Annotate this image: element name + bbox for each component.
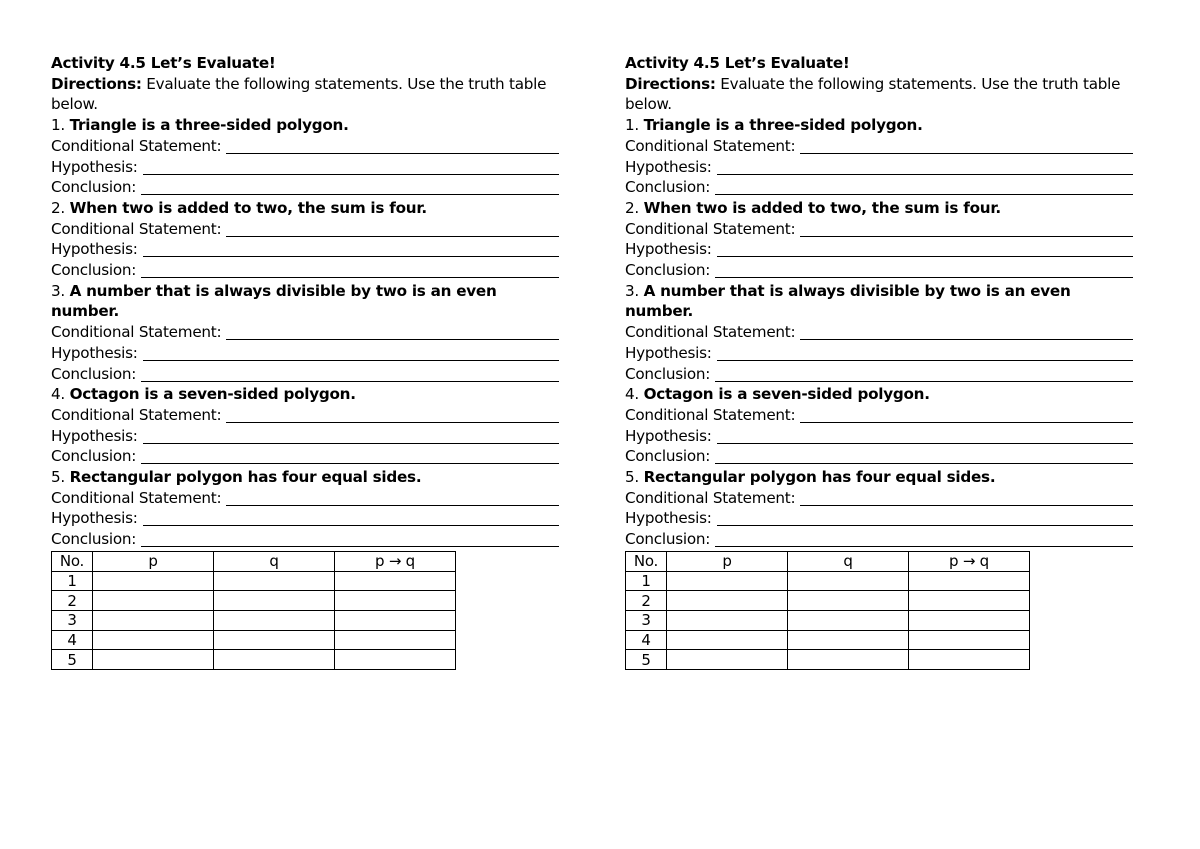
- cell-p[interactable]: [93, 610, 214, 630]
- row-number: 4: [52, 630, 93, 650]
- cell-implication[interactable]: [335, 630, 456, 650]
- header-p: p: [93, 551, 214, 571]
- directions-text: Evaluate the following statements. Use the truth table below.: [625, 74, 1121, 114]
- hypothesis-label: Hypothesis:: [625, 426, 712, 445]
- conditional-label: Conditional Statement:: [625, 136, 796, 155]
- truth-table: [51, 551, 456, 670]
- conclusion-field[interactable]: [625, 177, 1133, 198]
- conclusion-field[interactable]: [625, 364, 1133, 385]
- conditional-field[interactable]: [625, 322, 1133, 343]
- answer-blank[interactable]: [143, 360, 559, 361]
- header-no: No.: [626, 551, 667, 571]
- cell-implication[interactable]: [909, 610, 1030, 630]
- hypothesis-label: Hypothesis:: [625, 343, 712, 362]
- answer-blank[interactable]: [141, 463, 559, 464]
- worksheet-right: [625, 53, 1133, 670]
- table-row: [52, 630, 456, 650]
- answer-blank[interactable]: [143, 174, 559, 175]
- conclusion-label: Conclusion:: [51, 530, 137, 549]
- row-number: 4: [626, 630, 667, 650]
- hypothesis-field[interactable]: [51, 239, 559, 260]
- row-number: 5: [626, 650, 667, 670]
- hypothesis-label: Hypothesis:: [625, 240, 712, 259]
- item-number: 1.: [625, 116, 639, 135]
- hypothesis-field[interactable]: [625, 508, 1133, 529]
- conclusion-label: Conclusion:: [51, 364, 137, 383]
- item-statement: Octagon is a seven-sided polygon.: [643, 385, 930, 404]
- table-row: [52, 571, 456, 591]
- answer-blank[interactable]: [800, 339, 1133, 340]
- table-row: [626, 630, 1030, 650]
- directions: [51, 74, 559, 115]
- item-3: [625, 281, 1133, 385]
- answer-blank[interactable]: [800, 236, 1133, 237]
- item-number: 5.: [625, 468, 639, 487]
- answer-blank[interactable]: [800, 153, 1133, 154]
- item-number: 2.: [51, 198, 65, 217]
- directions-text: Evaluate the following statements. Use the truth table below.: [51, 74, 547, 114]
- answer-blank[interactable]: [226, 339, 559, 340]
- conclusion-label: Conclusion:: [625, 447, 711, 466]
- conclusion-field[interactable]: [625, 446, 1133, 467]
- conditional-field[interactable]: [51, 136, 559, 157]
- item-statement: Rectangular polygon has four equal sides.: [69, 468, 422, 487]
- conclusion-field[interactable]: [51, 446, 559, 467]
- conditional-field[interactable]: [625, 136, 1133, 157]
- item-number: 2.: [625, 198, 639, 217]
- header-p: p: [667, 551, 788, 571]
- table-row: [626, 610, 1030, 630]
- item-1: [51, 115, 559, 198]
- cell-q[interactable]: [214, 610, 335, 630]
- row-number: 3: [626, 610, 667, 630]
- cell-implication[interactable]: [335, 591, 456, 611]
- cell-p[interactable]: [667, 630, 788, 650]
- answer-blank[interactable]: [141, 277, 559, 278]
- cell-q[interactable]: [214, 650, 335, 670]
- conclusion-field[interactable]: [51, 364, 559, 385]
- cell-p[interactable]: [93, 630, 214, 650]
- row-number: 2: [626, 591, 667, 611]
- conditional-field[interactable]: [625, 219, 1133, 240]
- item-number: 4.: [625, 385, 639, 404]
- table-row: [52, 591, 456, 611]
- row-number: 1: [52, 571, 93, 591]
- answer-blank[interactable]: [717, 443, 1133, 444]
- header-implication: p → q: [335, 551, 456, 571]
- answer-blank[interactable]: [715, 277, 1133, 278]
- item-number: 4.: [51, 385, 65, 404]
- item-3: [51, 281, 559, 385]
- table-row: [52, 610, 456, 630]
- conclusion-field[interactable]: [51, 529, 559, 550]
- truth-table: [625, 551, 1030, 670]
- answer-blank[interactable]: [143, 256, 559, 257]
- answer-blank[interactable]: [143, 525, 559, 526]
- directions: [625, 74, 1133, 115]
- conditional-label: Conditional Statement:: [51, 488, 222, 507]
- item-number: 3.: [625, 281, 639, 300]
- cell-q[interactable]: [214, 571, 335, 591]
- header-q: q: [788, 551, 909, 571]
- cell-implication[interactable]: [909, 591, 1030, 611]
- item-number: 5.: [51, 468, 65, 487]
- answer-blank[interactable]: [717, 360, 1133, 361]
- conditional-field[interactable]: [625, 488, 1133, 509]
- item-number: 1.: [51, 116, 65, 135]
- table-row: [626, 571, 1030, 591]
- cell-p[interactable]: [93, 591, 214, 611]
- hypothesis-field[interactable]: [51, 426, 559, 447]
- item-4: [625, 384, 1133, 467]
- cell-q[interactable]: [214, 630, 335, 650]
- answer-blank[interactable]: [717, 174, 1133, 175]
- hypothesis-field[interactable]: [51, 157, 559, 178]
- item-2: [51, 198, 559, 281]
- conditional-field[interactable]: [51, 488, 559, 509]
- conditional-label: Conditional Statement:: [51, 405, 222, 424]
- activity-title: Activity 4.5 Let’s Evaluate!: [625, 54, 850, 72]
- answer-blank[interactable]: [715, 194, 1133, 195]
- table-row: [626, 591, 1030, 611]
- item-statement: Octagon is a seven-sided polygon.: [69, 385, 356, 404]
- conclusion-field[interactable]: [625, 529, 1133, 550]
- activity-title: Activity 4.5 Let’s Evaluate!: [51, 54, 276, 72]
- hypothesis-label: Hypothesis:: [51, 343, 138, 362]
- conclusion-label: Conclusion:: [625, 530, 711, 549]
- conclusion-label: Conclusion:: [625, 261, 711, 280]
- cell-implication[interactable]: [335, 610, 456, 630]
- header-implication: p → q: [909, 551, 1030, 571]
- cell-p[interactable]: [667, 650, 788, 670]
- item-5: [625, 467, 1133, 550]
- hypothesis-label: Hypothesis:: [51, 509, 138, 528]
- row-number: 5: [52, 650, 93, 670]
- answer-blank[interactable]: [800, 422, 1133, 423]
- answer-blank[interactable]: [226, 153, 559, 154]
- answer-blank[interactable]: [141, 194, 559, 195]
- item-2: [625, 198, 1133, 281]
- cell-p[interactable]: [93, 650, 214, 670]
- hypothesis-label: Hypothesis:: [51, 426, 138, 445]
- cell-p[interactable]: [93, 571, 214, 591]
- item-statement: When two is added to two, the sum is four.: [69, 198, 427, 217]
- conditional-label: Conditional Statement:: [51, 219, 222, 238]
- answer-blank[interactable]: [141, 381, 559, 382]
- answer-blank[interactable]: [226, 422, 559, 423]
- item-statement: A number that is always divisible by two is an even number.: [625, 281, 1071, 321]
- item-statement: A number that is always divisible by two is an even number.: [51, 281, 497, 321]
- cell-p[interactable]: [667, 571, 788, 591]
- answer-blank[interactable]: [143, 443, 559, 444]
- item-5: [51, 467, 559, 550]
- cell-implication[interactable]: [909, 571, 1030, 591]
- conditional-label: Conditional Statement:: [625, 488, 796, 507]
- cell-implication[interactable]: [335, 571, 456, 591]
- answer-blank[interactable]: [226, 236, 559, 237]
- conditional-label: Conditional Statement:: [51, 136, 222, 155]
- conclusion-label: Conclusion:: [625, 364, 711, 383]
- answer-blank[interactable]: [800, 505, 1133, 506]
- cell-q[interactable]: [214, 591, 335, 611]
- table-row: [52, 650, 456, 670]
- answer-blank[interactable]: [715, 463, 1133, 464]
- cell-q[interactable]: [788, 591, 909, 611]
- cell-q[interactable]: [788, 571, 909, 591]
- conditional-field[interactable]: [51, 219, 559, 240]
- hypothesis-label: Hypothesis:: [51, 157, 138, 176]
- conclusion-field[interactable]: [625, 260, 1133, 281]
- hypothesis-label: Hypothesis:: [625, 509, 712, 528]
- conditional-field[interactable]: [51, 405, 559, 426]
- directions-label: Directions:: [625, 74, 716, 93]
- row-number: 2: [52, 591, 93, 611]
- conclusion-label: Conclusion:: [51, 261, 137, 280]
- cell-implication[interactable]: [909, 630, 1030, 650]
- answer-blank[interactable]: [141, 546, 559, 547]
- conclusion-label: Conclusion:: [51, 447, 137, 466]
- hypothesis-field[interactable]: [625, 157, 1133, 178]
- conclusion-label: Conclusion:: [625, 178, 711, 197]
- cell-q[interactable]: [788, 630, 909, 650]
- truth-table-header: [52, 551, 456, 571]
- answer-blank[interactable]: [715, 546, 1133, 547]
- item-4: [51, 384, 559, 467]
- conditional-label: Conditional Statement:: [51, 323, 222, 342]
- cell-q[interactable]: [788, 610, 909, 630]
- cell-q[interactable]: [788, 650, 909, 670]
- conditional-label: Conditional Statement:: [625, 405, 796, 424]
- cell-implication[interactable]: [335, 650, 456, 670]
- cell-implication[interactable]: [909, 650, 1030, 670]
- conclusion-label: Conclusion:: [51, 178, 137, 197]
- conditional-label: Conditional Statement:: [625, 219, 796, 238]
- conclusion-field[interactable]: [51, 260, 559, 281]
- table-row: [626, 650, 1030, 670]
- hypothesis-field[interactable]: [51, 508, 559, 529]
- hypothesis-field[interactable]: [625, 426, 1133, 447]
- header-no: No.: [52, 551, 93, 571]
- conditional-field[interactable]: [625, 405, 1133, 426]
- header-q: q: [214, 551, 335, 571]
- hypothesis-label: Hypothesis:: [51, 240, 138, 259]
- item-statement: Triangle is a three-sided polygon.: [643, 116, 923, 135]
- truth-table-header: [626, 551, 1030, 571]
- answer-blank[interactable]: [717, 525, 1133, 526]
- item-statement: When two is added to two, the sum is four.: [643, 198, 1001, 217]
- hypothesis-field[interactable]: [51, 343, 559, 364]
- hypothesis-field[interactable]: [625, 239, 1133, 260]
- hypothesis-label: Hypothesis:: [625, 157, 712, 176]
- hypothesis-field[interactable]: [625, 343, 1133, 364]
- answer-blank[interactable]: [715, 381, 1133, 382]
- conditional-field[interactable]: [51, 322, 559, 343]
- directions-label: Directions:: [51, 74, 142, 93]
- conclusion-field[interactable]: [51, 177, 559, 198]
- cell-p[interactable]: [667, 591, 788, 611]
- item-number: 3.: [51, 281, 65, 300]
- row-number: 3: [52, 610, 93, 630]
- cell-p[interactable]: [667, 610, 788, 630]
- item-statement: Rectangular polygon has four equal sides.: [643, 468, 996, 487]
- item-1: [625, 115, 1133, 198]
- item-statement: Triangle is a three-sided polygon.: [69, 116, 349, 135]
- conditional-label: Conditional Statement:: [625, 323, 796, 342]
- row-number: 1: [626, 571, 667, 591]
- worksheet-left: [51, 53, 559, 670]
- answer-blank[interactable]: [226, 505, 559, 506]
- answer-blank[interactable]: [717, 256, 1133, 257]
